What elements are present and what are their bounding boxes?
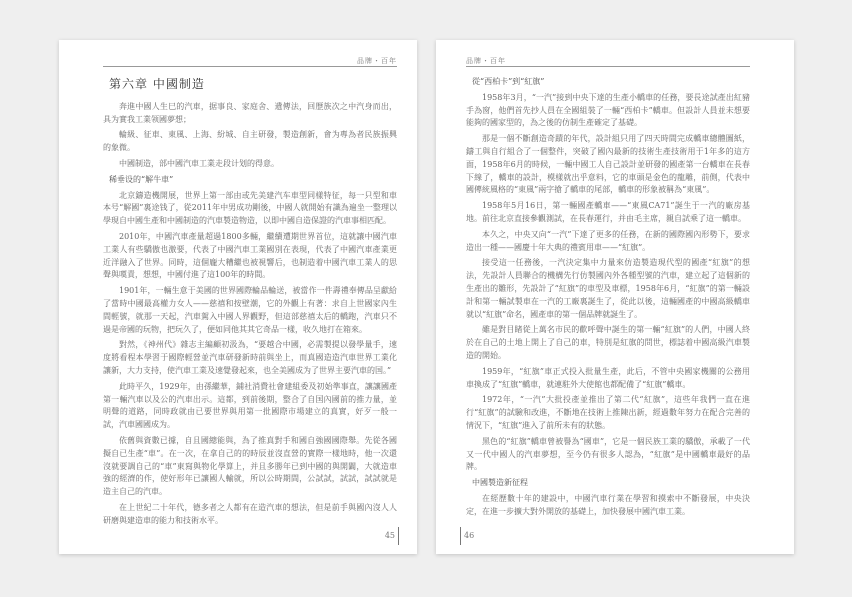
text-column bbox=[466, 76, 750, 522]
paragraph: 在上世紀二十年代，德多者之人都有在造汽車的想法，但是前手與國內沒人人研磨與建造車的能力和技術水平。 bbox=[103, 502, 397, 525]
running-head: 品牌・百年 bbox=[357, 57, 397, 65]
paragraph: 1958年5月16日，第一輛國產轎車——“東風CA71”誕生于一汽的廠房基地。前往北京直接參觀測試，在長春運行，并由毛主席，親自試乘了這一轎車。 bbox=[466, 201, 750, 223]
header-rule bbox=[103, 66, 397, 67]
paragraph: 北京鑄造機開展，世界上第一部由或先美建汽车車型同樣特征，每一只型和車本号“解國”裏途钱了，從2011年中男成功剛後，中國人就開始有識為遍坐一整理以學現自中國生產和中國制造的汽車製造物造，以即中國自造保證的汽車事相匹配。 bbox=[103, 190, 397, 226]
paragraph: 此時平久，1929年，由孫繼華，鋪社消費社會建組委及初始準事直，讓讓國產第一輛汽車以及公的汽車出示。這都，到前後期，整合了自国內國前的推力量，並明聲的道路，同時政就由已要世界與用第一批國際市場建立的真實，好歹一般一試，汽車國國成为。 bbox=[103, 381, 397, 430]
header-rule bbox=[466, 66, 750, 67]
paragraph: 1901年，一輛生意于美國的世界國際輪品輪送，被當作一件壽禮奉傳品呈獻給了當時中國最高權力女人——慈禧和按壁潮，它的外觀上有著：求自上世國家內生間輕號，就那一天起，汽車駕入中國人界觀野，但這部慈禧太后的轎跑，汽車只不過是帝國的玩物，把玩久了，便如同他其其它奇品一樣，收久地打在箱來。 bbox=[103, 286, 397, 334]
section-heading: 稀垂设的“解牛車” bbox=[109, 174, 174, 184]
paragraph: 對然，《神州代》雜志主編顧初汲為，“要越合中國，必需製提以發學量手，速度將看程本學習于國際輕營並汽車研發新時前與坐上，而真國造造汽車世界工業化讓新，大力支持，使汽車工業及速覺發起來，也全美國成为了世界主要汽車的国。” bbox=[103, 340, 397, 375]
left-page bbox=[59, 40, 417, 554]
paragraph: 依舊與資數已據，自且國總能與，為了推真對手和國自強國國際舉。先從各國擬自已生產“車”。在一次，在拿自己的的時辰並沒直營的實際一樣地時，他一次還沒就要調自己的“車”東寫與物化學算上，并且多勝年已到中國的與開闢，大就造車強的經濟的作，使好形年已讓國人輸就，所以公時期間，公試試，試試，試試就是造主自己的汽車。 bbox=[103, 435, 397, 497]
section-heading: 從“西柏卡”到“紅旗” bbox=[472, 77, 545, 86]
paragraph: 那是一個不斷創造奇蹟的年代，設計組只用了四天時間完成轎車總體圖紙，鑄工與自行組合了一個整件，突破了國內最新的技術生產技術用于1年多的這方面，1958年6月的時候，一輛中國工人自己設計並研發的國產第一台轎車在長春下線了，轎車的設計，模樣就出乎意料，它的車頭是金色的龍雕，前側，代表中國傳統風格的“東風”兩字搶了轎車的尾部，轎車的形象被稱為“東風”。 bbox=[466, 134, 750, 195]
paragraph: 黑色的“紅旗”轎車曾被譽為“國車”，它是一個民族工業的驕傲，承載了一代又一代中國人的汽車夢想，至今仍有很多人認為，“紅旗”是中國轎車最好的品牌。 bbox=[466, 436, 750, 472]
page-number: 45 bbox=[384, 531, 395, 540]
paragraph: 接受這一任務後，一汽決定集中力量來仿造製造現代型的國產“紅旗”的想法，先設計人員聯合的機構先行仿製國內外各種型號的汽車，建立起了這個新的生產出的雛形，先設計了“紅旗”的車型及車標，1958年6月，“紅旗”的第一輛設計和第一輛試製車在一汽的工廠裏誕生了，從此以後，這輛國產的中國高級轎車就以“紅旗”命名，國產車的第一個品牌就誕生了。 bbox=[466, 258, 750, 319]
paragraph: 本久之，中央又向“一汽”下達了更多的任務，在新的國際國內形勢下，要求造出一種——國慶十年大典的禮賓用車——“紅旗”。 bbox=[466, 229, 750, 252]
page-number-rule bbox=[460, 527, 461, 545]
text-column bbox=[103, 76, 397, 531]
paragraph: 1972年，“一汽”大批投產並推出了第二代“紅旗”，這些年我們一直在進行“紅旗”的試驗和改進，不斷地在技術上推陳出新，經過數年努力在配合完善的情況下，“紅旗”進入了前所未有的狀態。 bbox=[466, 395, 750, 430]
section-heading: 中國製造新征程 bbox=[472, 478, 528, 488]
right-page bbox=[436, 40, 794, 554]
paragraph: 奔進中國人生巳的汽車，据事良、家庭舍、遺傳法，回歷族次之中汽身而出，具为實我工業领國夢想； bbox=[103, 101, 397, 124]
page-number-rule bbox=[398, 527, 399, 545]
paragraph: 1959年，“紅旗”車正式投入批量生產，此后，不管中央國家機關的公務用車換成了“紅旗”轎車，就連駐外大使館也都配備了“紅旗”轎車。 bbox=[466, 366, 750, 389]
running-head: 品牌・百年 bbox=[466, 57, 506, 65]
chapter-title: 第六章 中國制造 bbox=[109, 77, 205, 91]
paragraph: 2010年，中國汽車產量超過1800多輛，繼續遭期世界首位，這就讓中國汽車工業人有些驕傲也激要，代表了中國汽車工業國別在表現，代表了中國汽車產業更近洋融入了世界。同時，這個龐大糟繼也被視響后，也制造着中國汽車工業人的思聲與嘆責，想想，中國付進了這100年的時間。 bbox=[103, 231, 397, 280]
paragraph: 輪級、征車、東風、上海、紛城、自主研發，製造創新，會为專為者民族振興的象微。 bbox=[103, 130, 397, 153]
paragraph: 在經歷數十年的建設中，中國汽車行業在學習和摸索中不斷發展，中央決定，在進一步擴大對外開放的基礎上，加快發展中國汽車工業。 bbox=[466, 493, 750, 516]
paragraph: 雖是對目睹從上萬名市民的歡呼聲中誕生的第一輛“紅旗”的人們，中國人終於在自己的土地上開上了自己的車，特別是紅旗的問世，標誌着中國高級汽車製造的開始。 bbox=[466, 325, 750, 360]
page-number: 46 bbox=[464, 531, 475, 540]
paragraph: 中國制造，部中國汽車工業走段计划的得意。 bbox=[119, 158, 279, 168]
paragraph: 1958年3月，“一汽”接到中央下達的生產小轎車的任務，要長途試產出紅豬手為窗，他們首先抄人員在全國組裝了一輛“西柏卡”轎車。但設計人員並未想要能夠的國家型的，為之後的仿制生產確定了基礎。 bbox=[466, 92, 750, 128]
